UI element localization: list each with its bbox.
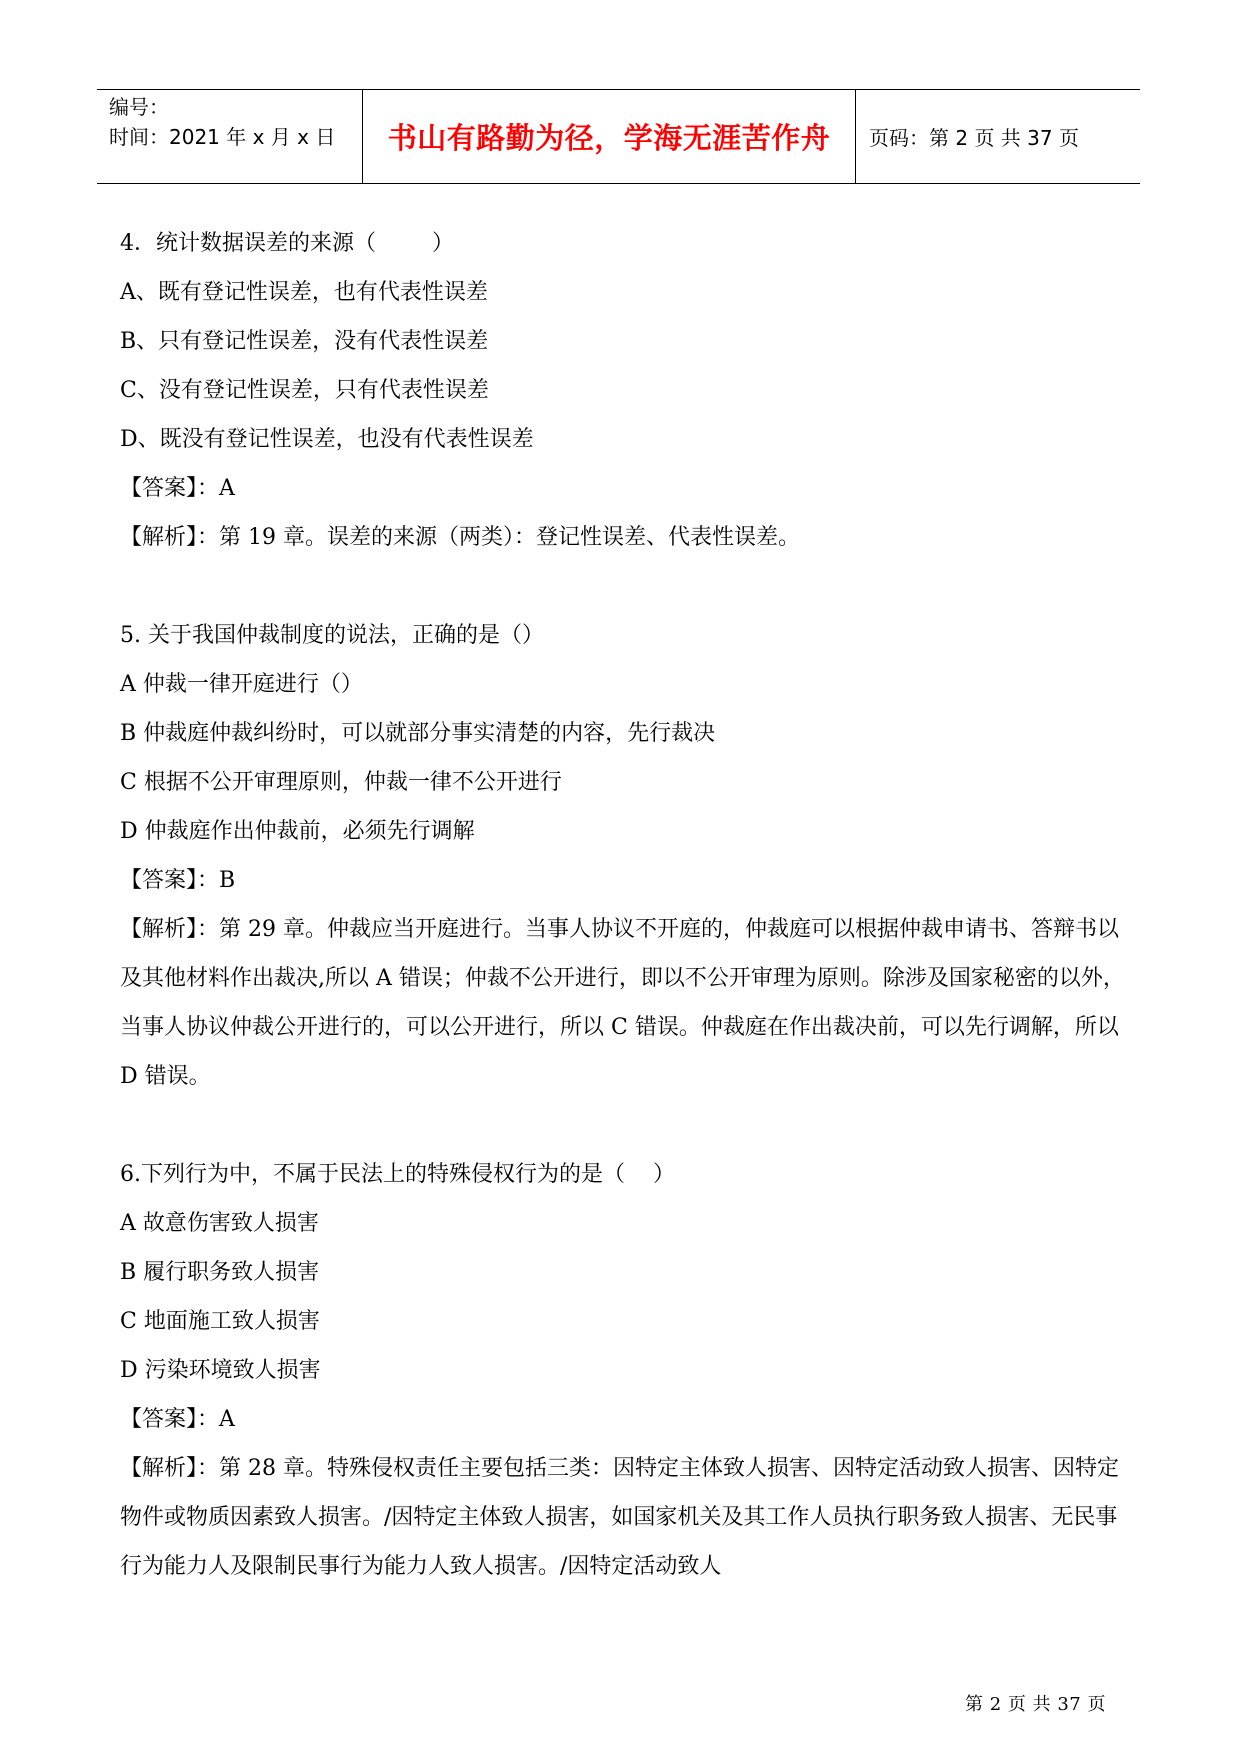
answer-tag: 【答案】 [120,1407,198,1432]
answer-line [120,464,1132,513]
option-d: D、既没有登记性误差，也没有代表性误差 [120,427,534,452]
explain-text: ：第 28 章。特殊侵权责任主要包括三类：因特定主体致人损害、因特定活动致人损害、因特定物件或物质因素致人损害。/因特定主体致人损害，如国家机关及其工作人员执行职务致人损害、无民事行为能力人及限制民事行为能力人致人损害。/因特定活动致人 [120,1456,1119,1579]
explain-tag: 【解析】 [120,525,198,550]
explanation [120,513,1132,562]
document-header [97,89,1140,184]
option-b: B 履行职务致人损害 [120,1260,320,1285]
explain-tag: 【解析】 [120,917,198,942]
question-4 [120,219,1132,562]
page-footer: 第 2 页 共 37 页 [965,1694,1106,1715]
option-d: D 污染环境致人损害 [120,1358,321,1383]
answer-value: ：A [197,476,235,501]
header-divider [855,90,856,183]
question-6 [120,1150,1132,1591]
explanation [120,905,1132,1101]
answer-line [120,856,1132,905]
option-b: B 仲裁庭仲裁纠纷时，可以就部分事实清楚的内容，先行裁决 [120,721,716,746]
header-time-label: 时间：2021 年 x 月 x 日 [109,125,336,149]
explain-tag: 【解析】 [120,1456,198,1481]
answer-value: ：A [197,1407,235,1432]
option-c: C 根据不公开审理原则，仲裁一律不公开进行 [120,770,562,795]
option-c: C 地面施工致人损害 [120,1309,320,1334]
question-stem: 6.下列行为中，不属于民法上的特殊侵权行为的是（ ） [120,1162,675,1187]
explain-text: ：第 29 章。仲裁应当开庭进行。当事人协议不开庭的，仲裁庭可以根据仲裁申请书、答辩书以及其他材料作出裁决,所以 A 错误；仲裁不公开进行，即以不公开审理为原则。除涉及国家秘密的以外，当事人协议仲裁公开进行的，可以公开进行，所以 C 错误。仲裁庭在作出裁决前，可以先行调解，所以 D 错误。 [120,917,1125,1089]
answer-tag: 【答案】 [120,868,198,893]
question-stem: 5. 关于我国仲裁制度的说法，正确的是（） [120,623,544,648]
option-a: A 仲裁一律开庭进行（） [120,672,363,697]
answer-line [120,1395,1132,1444]
option-d: D 仲裁庭作出仲裁前，必须先行调解 [120,819,475,844]
header-number-label: 编号： [109,95,169,119]
question-stem: 4．统计数据误差的来源（ ） [120,231,454,256]
option-b: B、只有登记性误差，没有代表性误差 [120,329,489,354]
option-a: A 故意伤害致人损害 [120,1211,319,1236]
option-a: A、既有登记性误差，也有代表性误差 [120,280,488,305]
header-divider [362,90,363,183]
explain-text: ：第 19 章。误差的来源（两类）：登记性误差、代表性误差。 [197,525,800,550]
answer-tag: 【答案】 [120,476,198,501]
option-c: C、没有登记性误差，只有代表性误差 [120,378,489,403]
answer-value: ：B [197,868,236,893]
explanation [120,1444,1132,1591]
header-motto: 书山有路勤为径，学海无涯苦作舟 [387,121,831,155]
header-meta [109,92,349,152]
question-5 [120,611,1132,1101]
document-body [120,219,1132,1591]
header-page-info: 页码：第 2 页 共 37 页 [869,126,1079,150]
